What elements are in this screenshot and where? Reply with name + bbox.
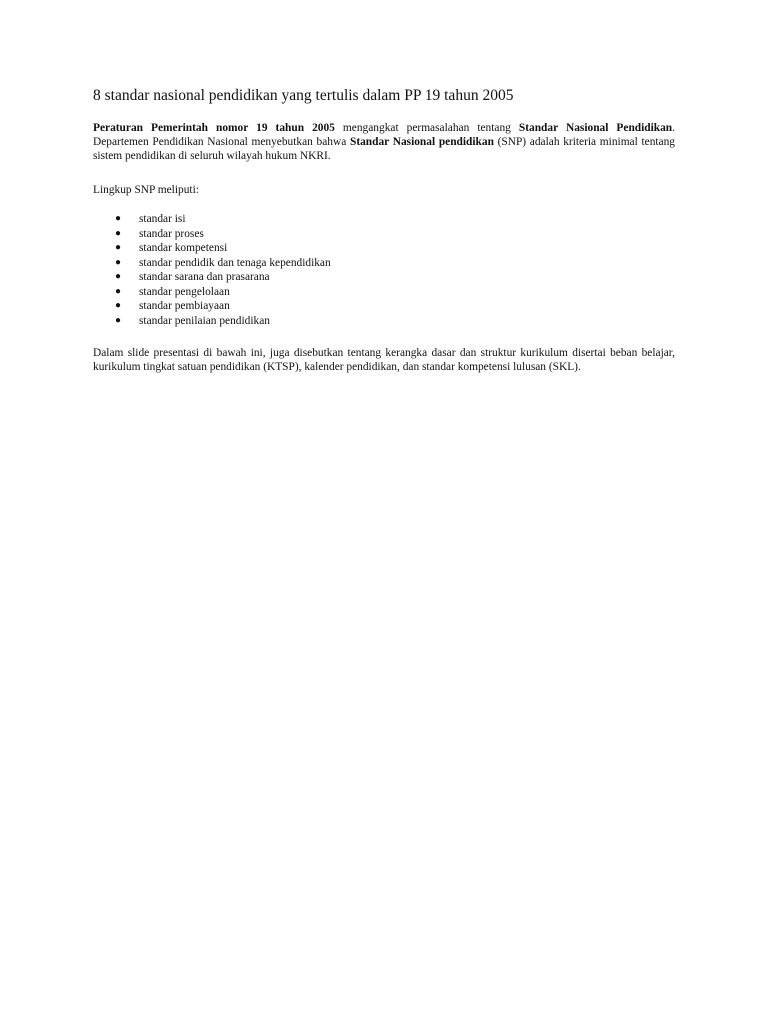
bullet-icon: ●: [115, 242, 122, 253]
list-item-text: standar pengelolaan: [139, 285, 230, 298]
bullet-icon: ●: [115, 227, 122, 239]
list-item: [93, 270, 675, 285]
intro-bold-regulation: Peraturan Pemerintah nomor 19 tahun 2005: [93, 122, 335, 134]
list-item-text: standar sarana dan prasarana: [139, 271, 270, 283]
bullet-icon: ●: [115, 213, 122, 224]
list-item: [93, 227, 675, 242]
intro-text-2: . Departemen Pendidikan Nasional menyebutkan bahwa: [93, 122, 676, 148]
closing-paragraph: Dalam slide presentasi di bawah ini, juga disebutkan tentang kerangka dasar dan struktur kurikulum disertai beban belajar, kurikulum tingkat satuan pendidikan (KTSP), kalender pendidikan, dan standar kompetensi lulusan (SKL).: [93, 347, 675, 373]
document-title: 8 standar nasional pendidikan yang tertulis dalam PP 19 tahun 2005: [93, 87, 514, 104]
intro-paragraph: [93, 121, 675, 163]
bullet-icon: ●: [115, 300, 122, 311]
bullet-icon: ●: [115, 285, 122, 297]
intro-text-1: mengangkat permasalahan tentang: [334, 122, 519, 134]
list-item: [93, 314, 675, 329]
intro-text-3: (SNP) adalah kriteria minimal tentang sistem pendidikan di seluruh wilayah hukum NKRI.: [93, 136, 675, 162]
intro-bold-standard: Standar Nasional Pendidikan: [518, 122, 673, 134]
intro-bold-snp: Standar Nasional pendidikan: [349, 136, 494, 148]
bullet-icon: ●: [115, 271, 122, 282]
snp-scope-list: [93, 212, 675, 328]
document-page: [93, 86, 675, 374]
list-item-text: standar kompetensi: [139, 242, 228, 254]
list-item: [93, 299, 675, 314]
list-item-text: standar isi: [139, 213, 186, 225]
list-item-text: standar pendidik dan tenaga kependidikan: [139, 256, 331, 269]
bullet-icon: ●: [115, 314, 122, 326]
scope-label: Lingkup SNP meliputi:: [93, 184, 199, 196]
bullet-icon: ●: [115, 256, 122, 268]
list-item-text: standar pembiayaan: [139, 300, 230, 312]
list-item: [93, 285, 675, 300]
list-item: [93, 256, 675, 271]
list-item: [93, 241, 675, 256]
list-item-text: standar proses: [139, 227, 204, 240]
list-item: [93, 212, 675, 227]
list-item-text: standar penilaian pendidikan: [139, 314, 270, 327]
